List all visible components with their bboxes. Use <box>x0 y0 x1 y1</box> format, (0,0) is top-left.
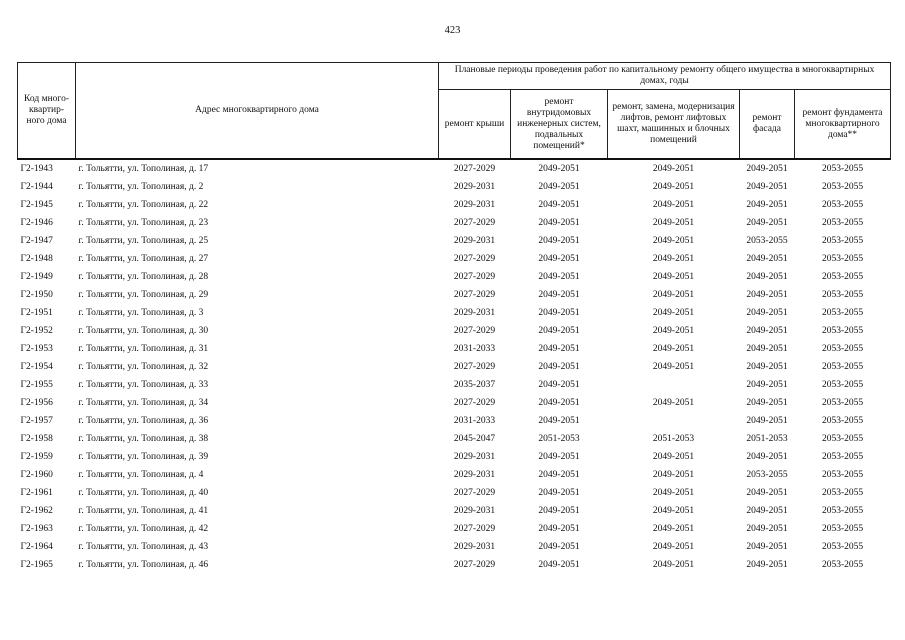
cell-engineering: 2049-2051 <box>538 416 580 426</box>
cell-facade: 2049-2051 <box>746 164 788 174</box>
cell-code: Г2-1946 <box>20 218 53 228</box>
cell-roof: 2027-2029 <box>453 272 496 282</box>
cell-facade: 2049-2051 <box>746 308 788 318</box>
cell-facade: 2049-2051 <box>746 254 788 264</box>
cell-foundation: 2053-2055 <box>821 182 864 192</box>
cell-lifts: 2049-2051 <box>652 200 695 210</box>
cell-lifts: 2049-2051 <box>652 344 695 354</box>
cell-address: г. Тольятти, ул. Тополиная, д. 22 <box>78 200 209 210</box>
cell-address: г. Тольятти, ул. Тополиная, д. 17 <box>78 164 209 174</box>
table-row <box>18 448 891 466</box>
cell-code: Г2-1952 <box>20 326 53 336</box>
cell-facade: 2049-2051 <box>746 362 788 372</box>
cell-engineering: 2051-2053 <box>538 434 580 444</box>
cell-lifts: 2049-2051 <box>652 542 695 552</box>
cell-engineering: 2049-2051 <box>538 182 580 192</box>
cell-roof: 2031-2033 <box>453 344 496 354</box>
cell-facade: 2049-2051 <box>746 182 788 192</box>
cell-roof: 2035-2037 <box>453 380 496 390</box>
table-row <box>18 466 891 484</box>
table-row <box>18 232 891 250</box>
cell-roof: 2027-2029 <box>453 290 496 300</box>
cell-roof: 2027-2029 <box>453 164 496 174</box>
cell-roof: 2027-2029 <box>453 488 496 498</box>
cell-address: г. Тольятти, ул. Тополиная, д. 3 <box>78 308 204 318</box>
table-row <box>18 376 891 394</box>
cell-lifts: 2049-2051 <box>652 272 695 282</box>
cell-facade: 2049-2051 <box>746 560 788 570</box>
cell-code: Г2-1951 <box>20 308 53 318</box>
cell-lifts: 2049-2051 <box>652 362 695 372</box>
cell-code: Г2-1961 <box>20 488 53 498</box>
cell-foundation: 2053-2055 <box>821 272 864 282</box>
cell-foundation: 2053-2055 <box>821 524 864 534</box>
cell-lifts: 2049-2051 <box>652 452 695 462</box>
cell-foundation: 2053-2055 <box>821 542 864 552</box>
cell-lifts: 2049-2051 <box>652 308 695 318</box>
cell-foundation: 2053-2055 <box>821 254 864 264</box>
cell-code: Г2-1964 <box>20 542 53 552</box>
cell-roof: 2027-2029 <box>453 398 496 408</box>
cell-address: г. Тольятти, ул. Тополиная, д. 38 <box>78 434 209 444</box>
cell-facade: 2049-2051 <box>746 290 788 300</box>
cell-engineering: 2049-2051 <box>538 218 580 228</box>
cell-code: Г2-1962 <box>20 506 53 516</box>
cell-lifts: 2051-2053 <box>652 434 695 444</box>
cell-address: г. Тольятти, ул. Тополиная, д. 42 <box>78 524 209 534</box>
cell-code: Г2-1955 <box>20 380 53 390</box>
cell-foundation: 2053-2055 <box>821 452 864 462</box>
cell-address: г. Тольятти, ул. Тополиная, д. 2 <box>78 182 204 192</box>
header-lifts: ремонт, замена, модернизация лифтов, ремонт лифтовых шахт, машинных и блочных помещений <box>608 90 740 160</box>
cell-code: Г2-1959 <box>20 452 53 462</box>
table-row <box>18 556 891 574</box>
cell-engineering: 2049-2051 <box>538 200 580 210</box>
cell-engineering: 2049-2051 <box>538 380 580 390</box>
cell-roof: 2027-2029 <box>453 362 496 372</box>
table-row <box>18 322 891 340</box>
cell-engineering: 2049-2051 <box>538 362 580 372</box>
cell-lifts <box>608 412 740 430</box>
cell-foundation: 2053-2055 <box>821 488 864 498</box>
cell-engineering: 2049-2051 <box>538 254 580 264</box>
header-engineering: ремонт внутридомовых инженерных систем, подвальных помещений* <box>511 90 608 160</box>
cell-address: г. Тольятти, ул. Тополиная, д. 31 <box>78 344 209 354</box>
cell-code: Г2-1949 <box>20 272 53 282</box>
cell-roof: 2027-2029 <box>453 326 496 336</box>
cell-lifts: 2049-2051 <box>652 326 695 336</box>
cell-foundation: 2053-2055 <box>821 380 864 390</box>
table-row <box>18 268 891 286</box>
cell-engineering: 2049-2051 <box>538 452 580 462</box>
cell-roof: 2027-2029 <box>453 560 496 570</box>
cell-code: Г2-1957 <box>20 416 53 426</box>
cell-roof: 2027-2029 <box>453 254 496 264</box>
table-row <box>18 538 891 556</box>
cell-facade: 2049-2051 <box>746 218 788 228</box>
cell-foundation: 2053-2055 <box>821 200 864 210</box>
table-row <box>18 304 891 322</box>
cell-code: Г2-1965 <box>20 560 53 570</box>
cell-facade: 2049-2051 <box>746 416 788 426</box>
cell-facade: 2049-2051 <box>746 272 788 282</box>
cell-engineering: 2049-2051 <box>538 542 580 552</box>
cell-roof: 2029-2031 <box>453 470 496 480</box>
cell-foundation: 2053-2055 <box>821 164 864 174</box>
cell-facade: 2049-2051 <box>746 524 788 534</box>
table-row <box>18 412 891 430</box>
table-row <box>18 394 891 412</box>
cell-roof: 2029-2031 <box>453 506 496 516</box>
table-row <box>18 250 891 268</box>
cell-engineering: 2049-2051 <box>538 470 580 480</box>
cell-facade: 2049-2051 <box>746 398 788 408</box>
cell-facade: 2051-2053 <box>746 434 788 444</box>
cell-facade: 2049-2051 <box>746 326 788 336</box>
cell-foundation: 2053-2055 <box>821 344 864 354</box>
header-address: Адрес многоквартирного дома <box>76 63 439 160</box>
cell-engineering: 2049-2051 <box>538 290 580 300</box>
cell-code: Г2-1958 <box>20 434 53 444</box>
table-body <box>18 159 891 574</box>
page-number: 423 <box>444 25 461 36</box>
cell-code: Г2-1944 <box>20 182 53 192</box>
table-row <box>18 159 891 178</box>
cell-code: Г2-1960 <box>20 470 53 480</box>
cell-roof: 2029-2031 <box>453 236 496 246</box>
cell-code: Г2-1954 <box>20 362 53 372</box>
cell-facade: 2049-2051 <box>746 200 788 210</box>
cell-code: Г2-1947 <box>20 236 53 246</box>
cell-lifts: 2049-2051 <box>652 524 695 534</box>
cell-lifts: 2049-2051 <box>652 164 695 174</box>
cell-foundation: 2053-2055 <box>821 434 864 444</box>
table-row <box>18 214 891 232</box>
cell-engineering: 2049-2051 <box>538 272 580 282</box>
cell-lifts <box>608 376 740 394</box>
cell-facade: 2053-2055 <box>746 236 788 246</box>
cell-lifts: 2049-2051 <box>652 506 695 516</box>
table-row <box>18 178 891 196</box>
cell-foundation: 2053-2055 <box>821 218 864 228</box>
cell-address: г. Тольятти, ул. Тополиная, д. 32 <box>78 362 209 372</box>
header-facade: ремонт фасада <box>740 90 795 160</box>
cell-facade: 2049-2051 <box>746 452 788 462</box>
cell-roof: 2029-2031 <box>453 200 496 210</box>
table-row <box>18 484 891 502</box>
cell-lifts: 2049-2051 <box>652 236 695 246</box>
cell-foundation: 2053-2055 <box>821 416 864 426</box>
cell-address: г. Тольятти, ул. Тополиная, д. 4 <box>78 470 204 480</box>
cell-lifts: 2049-2051 <box>652 560 695 570</box>
cell-engineering: 2049-2051 <box>538 398 580 408</box>
cell-foundation: 2053-2055 <box>821 290 864 300</box>
cell-foundation: 2053-2055 <box>821 506 864 516</box>
cell-foundation: 2053-2055 <box>821 236 864 246</box>
cell-address: г. Тольятти, ул. Тополиная, д. 28 <box>78 272 209 282</box>
cell-address: г. Тольятти, ул. Тополиная, д. 46 <box>78 560 209 570</box>
cell-lifts: 2049-2051 <box>652 470 695 480</box>
cell-engineering: 2049-2051 <box>538 344 580 354</box>
cell-lifts: 2049-2051 <box>652 218 695 228</box>
cell-address: г. Тольятти, ул. Тополиная, д. 43 <box>78 542 209 552</box>
cell-address: г. Тольятти, ул. Тополиная, д. 30 <box>78 326 209 336</box>
cell-address: г. Тольятти, ул. Тополиная, д. 40 <box>78 488 209 498</box>
cell-foundation: 2053-2055 <box>821 326 864 336</box>
cell-address: г. Тольятти, ул. Тополиная, д. 39 <box>78 452 209 462</box>
table-row <box>18 358 891 376</box>
cell-facade: 2049-2051 <box>746 488 788 498</box>
table-row <box>18 520 891 538</box>
cell-address: г. Тольятти, ул. Тополиная, д. 34 <box>78 398 209 408</box>
cell-engineering: 2049-2051 <box>538 560 580 570</box>
cell-address: г. Тольятти, ул. Тополиная, д. 41 <box>78 506 209 516</box>
cell-foundation: 2053-2055 <box>821 560 864 570</box>
table-row <box>18 286 891 304</box>
cell-address: г. Тольятти, ул. Тополиная, д. 33 <box>78 380 209 390</box>
header-periods: Плановые периоды проведения работ по капитальному ремонту общего имущества в многоквартирных домах, годы <box>439 63 891 90</box>
cell-foundation: 2053-2055 <box>821 362 864 372</box>
cell-lifts: 2049-2051 <box>652 254 695 264</box>
cell-lifts: 2049-2051 <box>652 290 695 300</box>
cell-roof: 2027-2029 <box>453 524 496 534</box>
cell-roof: 2029-2031 <box>453 452 496 462</box>
cell-lifts: 2049-2051 <box>652 182 695 192</box>
cell-foundation: 2053-2055 <box>821 398 864 408</box>
cell-address: г. Тольятти, ул. Тополиная, д. 27 <box>78 254 209 264</box>
cell-address: г. Тольятти, ул. Тополиная, д. 25 <box>78 236 209 246</box>
cell-facade: 2049-2051 <box>746 380 788 390</box>
cell-roof: 2045-2047 <box>453 434 496 444</box>
cell-code: Г2-1943 <box>20 164 53 174</box>
table-row <box>18 502 891 520</box>
header-foundation: ремонт фундамента многоквартирного дома** <box>795 90 891 160</box>
cell-address: г. Тольятти, ул. Тополиная, д. 23 <box>78 218 209 228</box>
cell-address: г. Тольятти, ул. Тополиная, д. 29 <box>78 290 209 300</box>
cell-foundation: 2053-2055 <box>821 470 864 480</box>
cell-lifts: 2049-2051 <box>652 398 695 408</box>
cell-code: Г2-1948 <box>20 254 53 264</box>
cell-foundation: 2053-2055 <box>821 308 864 318</box>
cell-code: Г2-1945 <box>20 200 53 210</box>
header-code: Код много-квартир-ного дома <box>18 63 76 160</box>
cell-roof: 2031-2033 <box>453 416 496 426</box>
table-header <box>18 63 891 160</box>
capital-repair-table <box>17 62 891 574</box>
cell-roof: 2029-2031 <box>453 182 496 192</box>
cell-roof: 2029-2031 <box>453 308 496 318</box>
cell-facade: 2053-2055 <box>746 470 788 480</box>
cell-engineering: 2049-2051 <box>538 524 580 534</box>
header-roof: ремонт крыши <box>439 90 511 160</box>
cell-engineering: 2049-2051 <box>538 506 580 516</box>
cell-address: г. Тольятти, ул. Тополиная, д. 36 <box>78 416 209 426</box>
table-row <box>18 430 891 448</box>
cell-engineering: 2049-2051 <box>538 236 580 246</box>
cell-lifts: 2049-2051 <box>652 488 695 498</box>
cell-engineering: 2049-2051 <box>538 164 580 174</box>
cell-facade: 2049-2051 <box>746 344 788 354</box>
table-row <box>18 340 891 358</box>
cell-code: Г2-1950 <box>20 290 53 300</box>
cell-code: Г2-1963 <box>20 524 53 534</box>
cell-facade: 2049-2051 <box>746 506 788 516</box>
table-row <box>18 196 891 214</box>
cell-facade: 2049-2051 <box>746 542 788 552</box>
cell-engineering: 2049-2051 <box>538 326 580 336</box>
cell-engineering: 2049-2051 <box>538 308 580 318</box>
cell-roof: 2027-2029 <box>453 218 496 228</box>
cell-roof: 2029-2031 <box>453 542 496 552</box>
cell-code: Г2-1956 <box>20 398 53 408</box>
cell-engineering: 2049-2051 <box>538 488 580 498</box>
cell-code: Г2-1953 <box>20 344 53 354</box>
